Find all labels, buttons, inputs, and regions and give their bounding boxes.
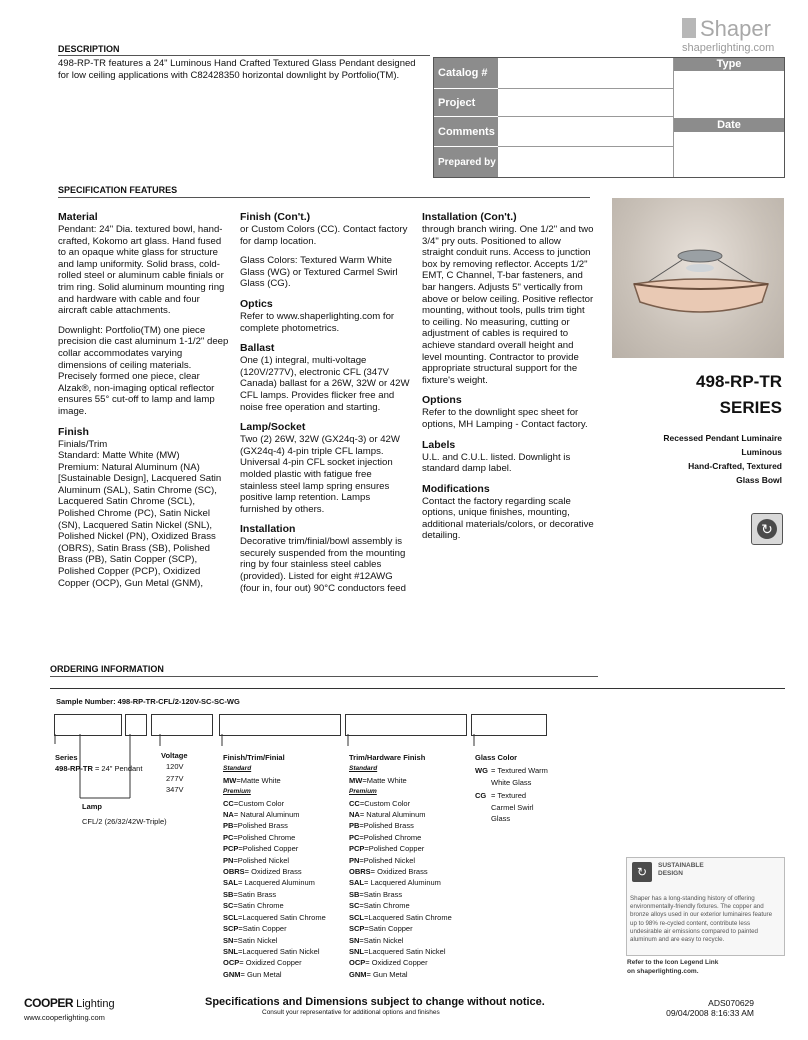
finish-premium-code: SAL bbox=[223, 878, 238, 888]
labels-title: Labels bbox=[422, 438, 456, 451]
catalog-field[interactable] bbox=[498, 58, 674, 89]
hardware-premium-desc: =Polished Brass bbox=[359, 821, 414, 831]
material-title: Material bbox=[58, 211, 98, 223]
hardware-premium-desc: =Satin Brass bbox=[359, 889, 403, 899]
installation-cont-title: Installation (Con't.) bbox=[422, 211, 517, 223]
prepared-by-field[interactable] bbox=[498, 147, 674, 177]
hardware-premium-item bbox=[349, 969, 474, 980]
finish-premium-desc: = Oxidized Brass bbox=[244, 867, 302, 877]
ordering-rule bbox=[50, 676, 598, 677]
spec-col-3 bbox=[422, 211, 594, 550]
finish-premium-code: SCL bbox=[223, 912, 238, 922]
hardware-block bbox=[349, 752, 474, 980]
finish-premium-item bbox=[223, 969, 348, 980]
finish-label: Finish/Trim/Finial bbox=[223, 753, 285, 762]
finish-premium-desc: = Lacquered Aluminum bbox=[238, 878, 315, 888]
sustainable-box bbox=[626, 857, 785, 956]
description-text: 498-RP-TR features a 24" Luminous Hand Crafted Textured Glass Pendant designed for low ceiling applications with C82428350 horizontal downlight by Portfolio(TM). bbox=[58, 58, 416, 81]
series-label: Series bbox=[55, 753, 78, 762]
finish-premium-code: OBRS bbox=[223, 867, 245, 877]
finish-premium-item bbox=[223, 923, 348, 934]
ballast-text: One (1) integral, multi-voltage (120V/277V), electronic CFL (347V Canada) ballast for a 26W, 32W or 42W CFL lamps. Provides flicker free and noise free operation and starting. bbox=[240, 355, 410, 413]
hardware-premium-item bbox=[349, 957, 474, 968]
spec-heading: SPECIFICATION FEATURES bbox=[58, 185, 178, 195]
finish-premium-code: PB bbox=[223, 821, 234, 831]
brand-logo bbox=[682, 16, 782, 56]
hardware-premium-item bbox=[349, 946, 474, 957]
recycle-icon: ↻ bbox=[757, 519, 777, 539]
hardware-premium-item bbox=[349, 923, 474, 934]
series-desc: = 24" Pendant bbox=[94, 764, 143, 774]
comments-label: Comments bbox=[434, 117, 498, 147]
finish-text: Finials/Trim Standard: Matte White (MW) Premium: Natural Aluminum (NA) [Sustainable Design], Lacquered Satin Aluminum (SAL), Satin Chrome (SC), Lacquered Satin Chrome (SCL), Polished Chrome (PC), Satin Nickel (SN), Lacquered Satin Nickel (SNL), Polished Nickel (PN), Oxidized Brass (OBRS), Satin Brass (SB), Polished Brass (PB), Satin Copper (SCP), Polished Copper (PCP), Oxidized Copper (OCP), Gun Metal (GNM), bbox=[58, 438, 222, 589]
finish-premium-item bbox=[223, 900, 348, 911]
hardware-premium-desc: =Lacquered Satin Nickel bbox=[364, 946, 446, 956]
spec-col-2 bbox=[240, 211, 410, 602]
hardware-premium-item bbox=[349, 820, 474, 831]
voltage-3: 347V bbox=[166, 785, 184, 795]
installation-title: Installation bbox=[240, 523, 296, 536]
finish-cont-title: Finish (Con't.) bbox=[240, 211, 311, 223]
hardware-std-code: MW bbox=[349, 775, 363, 785]
type-header bbox=[674, 58, 784, 71]
hardware-premium-code: PCP bbox=[349, 844, 365, 854]
hardware-premium-code: OBRS bbox=[349, 867, 371, 877]
hardware-box[interactable] bbox=[345, 714, 467, 736]
hardware-premium-desc: = Gun Metal bbox=[366, 969, 408, 979]
hardware-premium-code: CC bbox=[349, 798, 360, 808]
description-rule bbox=[58, 55, 430, 56]
project-label: Project bbox=[434, 89, 498, 117]
hardware-premium-desc: =Polished Nickel bbox=[359, 855, 416, 865]
series-block bbox=[55, 752, 155, 775]
finish-premium-item bbox=[223, 946, 348, 957]
finish-std-desc: =Matte White bbox=[236, 775, 281, 785]
installation-cont-text: through branch wiring. One 1/2" and two 3/4" pry outs. Positioned to allow straight conduit runs. Access to junction box by removing reflector. Accepts 1/2" EMT, C Channel, T-bar fasteners, and bar hangers. Adjusts 5" vertically from above or below ceiling. Positive reflector mounting, without tools, pulls trim tight to ceiling. No measuring, cutting or adjustment of cables is required to achieve standard overall height and level mounting. Contractor to provide appropriate structural support for the fixture's weight. bbox=[422, 224, 594, 386]
finish-premium-desc: = Gun Metal bbox=[240, 969, 282, 979]
cooper-name: COOPER bbox=[24, 996, 74, 1010]
catalog-rows bbox=[434, 58, 674, 177]
hardware-premium-code: SN bbox=[349, 935, 360, 945]
finish-premium-item bbox=[223, 957, 348, 968]
spec-downlight bbox=[58, 325, 230, 418]
hardware-premium-code: SB bbox=[349, 889, 360, 899]
hardware-premium-code: PN bbox=[349, 855, 360, 865]
hardware-premium-desc: =Custom Color bbox=[359, 798, 411, 808]
finish-premium-desc: =Satin Brass bbox=[233, 889, 277, 899]
lamp-value: CFL/2 (26/32/42W-Triple) bbox=[82, 817, 167, 827]
finish-premium-item bbox=[223, 820, 348, 831]
footer-notice: Specifications and Dimensions subject to change without notice. bbox=[205, 996, 545, 1008]
finish-premium-item bbox=[223, 935, 348, 946]
finish-premium-code: SN bbox=[223, 935, 234, 945]
footer-doc-id: ADS070629 bbox=[708, 998, 754, 1008]
hardware-premium-item bbox=[349, 900, 474, 911]
date-field[interactable] bbox=[674, 132, 784, 177]
sustainable-title: SUSTAINABLE DESIGN bbox=[658, 862, 704, 877]
glass-code-2: CG bbox=[475, 791, 487, 801]
hardware-premium-item bbox=[349, 866, 474, 877]
hardware-premium-item bbox=[349, 877, 474, 888]
hardware-premium-code: SCP bbox=[349, 924, 365, 934]
cooper-website: www.cooperlighting.com bbox=[24, 1013, 105, 1022]
sustainable-badge: ↻ bbox=[632, 862, 652, 882]
glass-colors-text: Glass Colors: Textured Warm White Glass (WG) or Textured Carmel Swirl Glass (CG). bbox=[240, 255, 398, 290]
hardware-standard-label: Standard bbox=[349, 765, 378, 773]
product-subtitle bbox=[612, 431, 782, 487]
glass-block bbox=[475, 752, 560, 824]
hardware-premium-desc: = Oxidized Copper bbox=[365, 958, 428, 968]
optics-title: Optics bbox=[240, 297, 273, 310]
date-header bbox=[674, 118, 784, 132]
hardware-premium-code: OCP bbox=[349, 958, 366, 968]
material-text: Pendant: 24" Dia. textured bowl, hand-crafted, Kokomo art glass. Hand fused to an opaque white glass for structure and lamp uniformity. Solid brass, cold-rolled steel or aluminum cable finials or trim ring. Solid aluminum mounting ring and hardware with cable and four aircraft cable attachments. bbox=[58, 224, 225, 317]
voltage-box[interactable] bbox=[151, 714, 213, 736]
brand-name: Shaper bbox=[700, 16, 771, 41]
labels-text: U.L. and C.U.L. listed. Downlight is standard damp label. bbox=[422, 451, 571, 475]
footer-date: 09/04/2008 8:16:33 AM bbox=[666, 1008, 754, 1018]
hardware-premium-desc: =Lacquered Satin Chrome bbox=[364, 912, 452, 922]
finish-premium-item bbox=[223, 912, 348, 923]
finish-premium-desc: = Oxidized Copper bbox=[239, 958, 302, 968]
finish-premium-desc: =Lacquered Satin Chrome bbox=[238, 912, 326, 922]
hardware-premium-desc: = Oxidized Brass bbox=[370, 867, 428, 877]
prepared-by-label: Prepared by bbox=[434, 147, 498, 177]
lamp-socket-title: Lamp/Socket bbox=[240, 421, 306, 434]
hardware-premium-label: Premium bbox=[349, 788, 377, 796]
hardware-premium-code: SC bbox=[349, 901, 360, 911]
finish-premium-desc: =Satin Copper bbox=[238, 924, 287, 934]
description-heading: DESCRIPTION bbox=[58, 44, 120, 54]
hardware-premium-desc: =Satin Chrome bbox=[359, 901, 410, 911]
finish-box[interactable] bbox=[219, 714, 341, 736]
finish-premium-code: PN bbox=[223, 855, 234, 865]
series-code: 498-RP-TR bbox=[55, 764, 93, 774]
options-text: Refer to the downlight spec sheet for options, MH Lamping - Contact factory. bbox=[422, 407, 588, 430]
finish-premium-item bbox=[223, 832, 348, 843]
sample-number: Sample Number: 498-RP-TR-CFL/2-120V-SC-SC-WG bbox=[56, 697, 240, 706]
catalog-box bbox=[433, 57, 785, 178]
type-field[interactable] bbox=[674, 71, 784, 118]
hardware-premium-item bbox=[349, 889, 474, 900]
finish-cont-text: or Custom Colors (CC). Contact factory for damp location. bbox=[240, 224, 408, 247]
hardware-premium-item bbox=[349, 798, 474, 809]
finish-premium-desc: = Natural Aluminum bbox=[233, 810, 300, 820]
finish-premium-desc: =Satin Chrome bbox=[233, 901, 284, 911]
lamp-socket-text: Two (2) 26W, 32W (GX24q-3) or 42W (GX24q-4) 4-pin triple CFL lamps. Universal 4-pin CFL socket injection molded plastic with fatigue free stainless steel lamp spring ensures positive lamp retention. Lamps furnished by others. bbox=[240, 434, 400, 515]
ordering-heading: ORDERING INFORMATION bbox=[50, 664, 164, 674]
installation-text: Decorative trim/finial/bowl assembly is securely suspended from the mounting ring by four stainless steel cables (provided). Listed for eight #12AWG (four in, four out) 90°C conductors feed bbox=[240, 536, 406, 594]
finish-premium-item bbox=[223, 866, 348, 877]
product-series: SERIES bbox=[719, 398, 782, 417]
cooper-logo bbox=[24, 996, 115, 1010]
voltage-label: Voltage bbox=[161, 751, 188, 760]
subtitle-line-2: Luminous bbox=[741, 447, 782, 457]
finish-premium-code: CC bbox=[223, 798, 234, 808]
type-label: Type bbox=[716, 58, 742, 70]
finish-premium-desc: =Satin Nickel bbox=[233, 935, 278, 945]
ballast-title: Ballast bbox=[240, 342, 275, 355]
downlight-text: Downlight: Portfolio(TM) one piece precision die cast aluminum 1-1/2" deep collar accommodates varying dimensions of ceiling materials. Precisely formed one piece, clear Alzak®, non-imaging optical reflector ensures 55° cut-off to lamp and lamp image. bbox=[58, 324, 229, 417]
hardware-premium-item bbox=[349, 843, 474, 854]
hardware-std-desc: =Matte White bbox=[362, 775, 407, 785]
finish-block bbox=[223, 752, 348, 980]
finish-premium-desc: =Polished Nickel bbox=[233, 855, 290, 865]
finish-premium-item bbox=[223, 855, 348, 866]
finish-std-code: MW bbox=[223, 775, 237, 785]
finish-standard-label: Standard bbox=[223, 765, 252, 773]
footer-consult: Consult your representative for additional options and finishes bbox=[262, 1009, 440, 1016]
optics-text: Refer to www.shaperlighting.com for complete photometrics. bbox=[240, 310, 395, 334]
finish-premium-item bbox=[223, 889, 348, 900]
spec-material bbox=[58, 211, 230, 317]
modifications-text: Contact the factory regarding scale options, unique finishes, mounting, additional materials/colors, or decorative detailing. bbox=[422, 495, 594, 542]
hardware-premium-code: SNL bbox=[349, 946, 364, 956]
spec-rule bbox=[58, 197, 590, 198]
hardware-premium-list bbox=[349, 798, 474, 981]
voltage-block bbox=[161, 750, 188, 796]
hardware-premium-desc: =Polished Copper bbox=[364, 844, 425, 854]
finish-premium-desc: =Polished Brass bbox=[233, 821, 288, 831]
glass-desc-1: = Textured Warm White Glass bbox=[491, 766, 548, 787]
hardware-premium-item bbox=[349, 832, 474, 843]
finish-premium-code: GNM bbox=[223, 969, 241, 979]
sustainable-text: Shaper has a long-standing history of offering environmentally-friendly fixtures. The copper and bronze alloys used in our exterior luminaires feature up to 98% re-cycled content, contribute less undesirable air emissions compared to painted aluminum and are easy to recycle. bbox=[630, 895, 773, 944]
finish-premium-desc: =Polished Chrome bbox=[233, 832, 296, 842]
hardware-premium-desc: = Natural Aluminum bbox=[359, 810, 426, 820]
hardware-premium-code: SAL bbox=[349, 878, 364, 888]
finish-premium-desc: =Custom Color bbox=[233, 798, 285, 808]
glass-label: Glass Color bbox=[475, 753, 518, 762]
hardware-premium-item bbox=[349, 912, 474, 923]
voltage-1: 120V bbox=[166, 762, 184, 772]
glass-code-1: WG bbox=[475, 766, 488, 776]
sustainable-legend: Refer to the Icon Legend Link on shaperlighting.com. bbox=[627, 959, 719, 975]
lamp-box[interactable] bbox=[125, 714, 147, 736]
hardware-premium-item bbox=[349, 855, 474, 866]
finish-premium-code: OCP bbox=[223, 958, 240, 968]
project-field[interactable] bbox=[498, 89, 674, 117]
hardware-premium-item bbox=[349, 935, 474, 946]
finish-premium-code: SB bbox=[223, 889, 234, 899]
hardware-premium-code: SCL bbox=[349, 912, 364, 922]
spec-col-1 bbox=[58, 211, 230, 597]
voltage-2: 277V bbox=[166, 773, 184, 783]
cooper-suffix: Lighting bbox=[76, 998, 115, 1010]
options-title: Options bbox=[422, 394, 462, 407]
finish-premium-desc: =Polished Copper bbox=[238, 844, 299, 854]
subtitle-line-4: Glass Bowl bbox=[736, 475, 782, 485]
finish-premium-code: PC bbox=[223, 832, 234, 842]
finish-premium-code: PCP bbox=[223, 844, 239, 854]
hardware-premium-desc: =Satin Copper bbox=[364, 924, 413, 934]
comments-field[interactable] bbox=[498, 117, 674, 147]
glass-desc-2: = Textured Carmel Swirl Glass bbox=[491, 791, 534, 824]
hardware-premium-desc: = Lacquered Aluminum bbox=[364, 878, 441, 888]
modifications-title: Modifications bbox=[422, 482, 490, 495]
finish-premium-label: Premium bbox=[223, 788, 251, 796]
ordering-rule-2 bbox=[50, 688, 785, 689]
finish-premium-item bbox=[223, 843, 348, 854]
glass-box[interactable] bbox=[471, 714, 547, 736]
hardware-premium-code: PC bbox=[349, 832, 360, 842]
product-photo bbox=[612, 198, 784, 358]
pendant-illustration bbox=[612, 198, 784, 358]
catalog-label: Catalog # bbox=[434, 58, 498, 89]
brand-url: shaperlighting.com bbox=[682, 42, 775, 54]
finish-premium-item bbox=[223, 809, 348, 820]
finish-premium-desc: =Lacquered Satin Nickel bbox=[238, 946, 320, 956]
finish-premium-code: SC bbox=[223, 901, 234, 911]
series-box[interactable] bbox=[54, 714, 122, 736]
product-model: 498-RP-TR bbox=[696, 372, 782, 391]
finish-premium-code: SNL bbox=[223, 946, 238, 956]
lamp-label: Lamp bbox=[82, 802, 103, 811]
subtitle-line-3: Hand-Crafted, Textured bbox=[688, 461, 782, 471]
hardware-premium-code: GNM bbox=[349, 969, 367, 979]
hardware-label: Trim/Hardware Finish bbox=[349, 753, 426, 762]
date-label: Date bbox=[717, 119, 741, 131]
finish-premium-list bbox=[223, 798, 348, 981]
spec-finish bbox=[58, 426, 230, 590]
finish-premium-code: NA bbox=[223, 810, 234, 820]
finish-premium-item bbox=[223, 798, 348, 809]
finish-premium-item bbox=[223, 877, 348, 888]
sustainable-icon bbox=[751, 513, 783, 545]
lamp-block bbox=[82, 801, 202, 828]
hardware-premium-desc: =Satin Nickel bbox=[359, 935, 404, 945]
finish-premium-code: SCP bbox=[223, 924, 239, 934]
hardware-premium-desc: =Polished Chrome bbox=[359, 832, 422, 842]
hardware-premium-code: PB bbox=[349, 821, 360, 831]
shaper-logo-mark bbox=[682, 18, 696, 38]
finish-title: Finish bbox=[58, 425, 89, 438]
subtitle-line-1: Recessed Pendant Luminaire bbox=[663, 433, 782, 443]
hardware-premium-code: NA bbox=[349, 810, 360, 820]
hardware-premium-item bbox=[349, 809, 474, 820]
